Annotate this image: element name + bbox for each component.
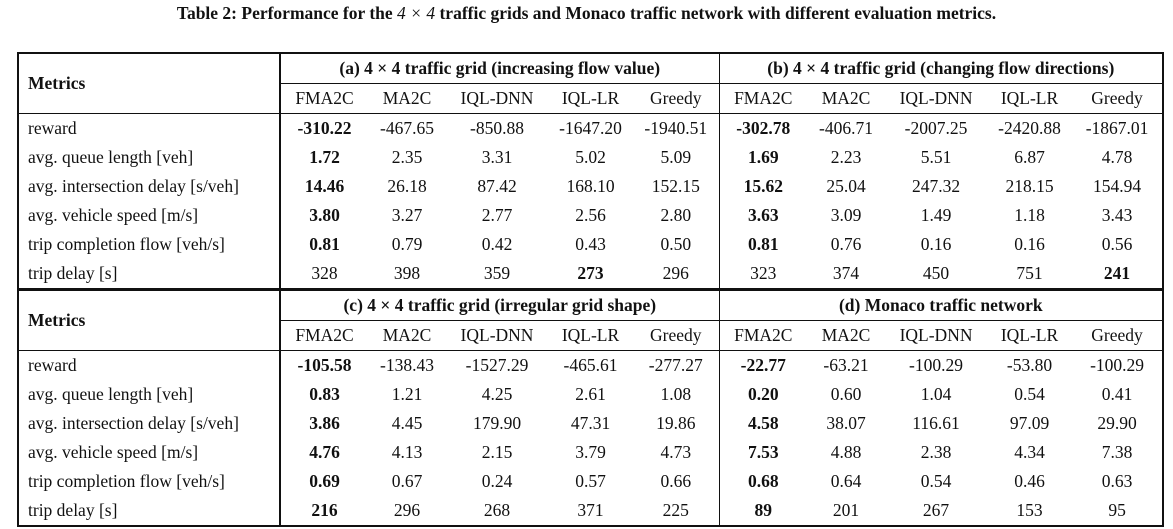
table-cell: 268 xyxy=(446,496,548,526)
table-cell: 374 xyxy=(807,259,885,289)
results-table-top xyxy=(17,52,1164,290)
table-row xyxy=(18,143,1163,172)
table-cell: 359 xyxy=(446,259,548,289)
caption-suffix: traffic grids and Monaco traffic network with different evaluation metrics. xyxy=(435,3,997,23)
table-cell: 0.57 xyxy=(575,471,606,491)
table-row xyxy=(18,259,1163,289)
metric-name: trip completion flow [veh/s] xyxy=(18,467,280,496)
table-cell: 26.18 xyxy=(387,176,427,196)
table-cell: 19.86 xyxy=(656,413,696,433)
table-cell: 296 xyxy=(633,259,719,289)
algorithm-header: FMA2C xyxy=(719,84,807,114)
table-cell: -277.27 xyxy=(633,351,719,381)
table-cell: 14.46 xyxy=(280,172,368,201)
algorithm-header: MA2C xyxy=(382,88,432,108)
table-cell: 0.46 xyxy=(1014,471,1045,491)
table-cell: 0.24 xyxy=(481,471,513,491)
algorithm-header: MA2C xyxy=(821,88,871,108)
table-cell: 0.69 xyxy=(280,467,368,496)
table-row xyxy=(18,409,1163,438)
table-cell: 97.09 xyxy=(1009,413,1050,433)
panel-header-row xyxy=(18,290,1163,321)
table-cell: 29.90 xyxy=(1072,409,1163,438)
table-cell: 2.35 xyxy=(391,147,423,167)
table-cell: 87.42 xyxy=(477,176,517,196)
algorithm-header: Greedy xyxy=(650,325,702,345)
panel-title-text: (c) 4 × 4 traffic grid (irregular grid shape) xyxy=(343,295,657,315)
table-cell: 7.53 xyxy=(719,438,807,467)
table-cell: 2.15 xyxy=(481,442,513,462)
table-cell: 0.66 xyxy=(660,471,692,491)
algorithm-header: MA2C xyxy=(382,325,432,345)
table-cell: 4.13 xyxy=(391,442,423,462)
table-cell: 2.80 xyxy=(660,205,692,225)
panel-title-text: (d) Monaco traffic network xyxy=(838,295,1043,315)
table-cell: 3.09 xyxy=(830,205,862,225)
table-cell: 116.61 xyxy=(912,413,960,433)
algorithm-header: MA2C xyxy=(821,325,871,345)
panel-title xyxy=(280,53,719,84)
algorithm-header: Greedy xyxy=(1072,84,1163,114)
table-cell: 5.09 xyxy=(660,147,692,167)
table-cell: 0.63 xyxy=(1072,467,1163,496)
table-cell: 6.87 xyxy=(1014,147,1045,167)
table-cell: -105.58 xyxy=(280,351,368,381)
table-row xyxy=(18,230,1163,259)
table-cell: -406.71 xyxy=(807,114,885,144)
algorithm-header: IQL-DNN xyxy=(899,325,973,345)
table-cell: 450 xyxy=(885,259,987,289)
table-cell: 47.31 xyxy=(570,413,611,433)
table-cell: 751 xyxy=(987,259,1072,289)
table-cell: 2.77 xyxy=(481,205,513,225)
table-cell: 225 xyxy=(633,496,719,526)
algorithm-header: FMA2C xyxy=(280,84,368,114)
table-cell: -63.21 xyxy=(807,351,885,381)
table-cell: 0.56 xyxy=(1072,230,1163,259)
table-cell: -302.78 xyxy=(719,114,807,144)
metric-name: avg. intersection delay [s/veh] xyxy=(18,409,280,438)
table-cell: -1527.29 xyxy=(446,351,548,381)
table-row xyxy=(18,380,1163,409)
table-cell: 1.21 xyxy=(391,384,423,404)
table-row xyxy=(18,438,1163,467)
table-cell: -467.65 xyxy=(368,114,446,144)
table-cell: -1940.51 xyxy=(633,114,719,144)
table-cell: 89 xyxy=(719,496,807,526)
table-cell: 247.32 xyxy=(911,176,961,196)
table-cell: 0.42 xyxy=(481,234,513,254)
table-cell: 241 xyxy=(1072,259,1163,289)
table-cell: 3.63 xyxy=(719,201,807,230)
table-cell: 0.16 xyxy=(920,234,952,254)
panel-title xyxy=(719,290,1163,321)
table-cell: 4.58 xyxy=(719,409,807,438)
metric-name: avg. vehicle speed [m/s] xyxy=(18,438,280,467)
algorithm-header: IQL-LR xyxy=(561,325,620,345)
table-cell: 2.61 xyxy=(575,384,606,404)
table-row xyxy=(18,172,1163,201)
table-cell: 15.62 xyxy=(719,172,807,201)
table-cell: 216 xyxy=(280,496,368,526)
algorithm-header: FMA2C xyxy=(280,321,368,351)
table-cell: 153 xyxy=(987,496,1072,526)
table-row xyxy=(18,467,1163,496)
panel-title xyxy=(719,53,1163,84)
metrics-header: Metrics xyxy=(18,290,280,351)
table-cell: 3.86 xyxy=(280,409,368,438)
table-cell: 3.79 xyxy=(575,442,606,462)
table-cell: 154.94 xyxy=(1072,172,1163,201)
algorithm-header: IQL-DNN xyxy=(460,88,534,108)
table-cell: 1.18 xyxy=(1014,205,1045,225)
table-cell: -100.29 xyxy=(885,351,987,381)
algorithm-header: IQL-LR xyxy=(1000,88,1059,108)
table-cell: 3.31 xyxy=(481,147,513,167)
table-cell: 4.25 xyxy=(481,384,513,404)
table-cell: 218.15 xyxy=(1005,176,1054,196)
table-cell: 0.50 xyxy=(660,234,692,254)
caption-grid-size: 4 × 4 xyxy=(397,3,436,23)
table-cell: 1.49 xyxy=(920,205,952,225)
table-cell: 3.27 xyxy=(391,205,423,225)
table-cell: 2.56 xyxy=(575,205,606,225)
panel-header-row xyxy=(18,53,1163,84)
table-cell: 1.08 xyxy=(660,384,692,404)
table-cell: 371 xyxy=(548,496,633,526)
table-cell: -2007.25 xyxy=(885,114,987,144)
metric-name: avg. vehicle speed [m/s] xyxy=(18,201,280,230)
table-cell: -850.88 xyxy=(446,114,548,144)
table-cell: 0.41 xyxy=(1072,380,1163,409)
table-cell: 1.69 xyxy=(719,143,807,172)
table-cell: 1.72 xyxy=(280,143,368,172)
table-cell: 0.81 xyxy=(719,230,807,259)
table-cell: 398 xyxy=(368,259,446,289)
table-cell: 2.38 xyxy=(920,442,952,462)
algorithm-header: IQL-DNN xyxy=(460,325,534,345)
table-row xyxy=(18,114,1163,144)
metric-name: avg. intersection delay [s/veh] xyxy=(18,172,280,201)
results-table-bottom xyxy=(17,289,1164,527)
metric-name: trip delay [s] xyxy=(18,496,280,526)
panel-title xyxy=(280,290,719,321)
table-cell: 0.67 xyxy=(391,471,423,491)
table-cell: 1.04 xyxy=(920,384,952,404)
panel-title-text: (b) 4 × 4 traffic grid (changing flow directions) xyxy=(767,58,1115,78)
table-cell: 3.80 xyxy=(280,201,368,230)
table-cell: 328 xyxy=(280,259,368,289)
table-cell: 4.73 xyxy=(660,442,692,462)
metric-name: trip delay [s] xyxy=(18,259,280,289)
algorithm-header: IQL-LR xyxy=(561,88,620,108)
table-cell: 5.51 xyxy=(920,147,952,167)
table-cell: 0.20 xyxy=(719,380,807,409)
table-cell: 201 xyxy=(807,496,885,526)
table-cell: 0.43 xyxy=(575,234,606,254)
table-cell: 0.16 xyxy=(1014,234,1045,254)
table-row xyxy=(18,201,1163,230)
metrics-header: Metrics xyxy=(18,53,280,114)
table-cell: -2420.88 xyxy=(987,114,1072,144)
metric-name: trip completion flow [veh/s] xyxy=(18,230,280,259)
metric-name: avg. queue length [veh] xyxy=(18,380,280,409)
table-cell: -100.29 xyxy=(1072,351,1163,381)
table-cell: 323 xyxy=(719,259,807,289)
table-cell: 0.68 xyxy=(719,467,807,496)
table-cell: 0.54 xyxy=(920,471,952,491)
table-cell: -53.80 xyxy=(987,351,1072,381)
table-cell: 4.45 xyxy=(391,413,423,433)
table-cell: -1647.20 xyxy=(548,114,633,144)
table-cell: 267 xyxy=(885,496,987,526)
table-cell: 0.64 xyxy=(830,471,862,491)
algorithm-header: Greedy xyxy=(1072,321,1163,351)
table-row xyxy=(18,351,1163,381)
algorithm-header: IQL-DNN xyxy=(899,88,973,108)
table-cell: 152.15 xyxy=(651,176,700,196)
table-cell: 0.83 xyxy=(280,380,368,409)
caption-prefix: Table 2: Performance for the xyxy=(176,3,398,23)
table-cell: 4.88 xyxy=(830,442,862,462)
algorithm-header: FMA2C xyxy=(719,321,807,351)
table-cell: 0.79 xyxy=(391,234,423,254)
table-cell: 38.07 xyxy=(826,413,866,433)
table-cell: -1867.01 xyxy=(1072,114,1163,144)
table-row xyxy=(18,496,1163,526)
table-cell: -22.77 xyxy=(719,351,807,381)
table-cell: -310.22 xyxy=(280,114,368,144)
table-cell: 273 xyxy=(548,259,633,289)
table-cell: -465.61 xyxy=(548,351,633,381)
table-cell: 0.54 xyxy=(1014,384,1045,404)
panel-title-text: (a) 4 × 4 traffic grid (increasing flow value) xyxy=(339,58,661,78)
table-cell: 4.78 xyxy=(1072,143,1163,172)
table-cell: 0.76 xyxy=(830,234,862,254)
table-cell: 4.34 xyxy=(1014,442,1045,462)
metric-name: reward xyxy=(18,114,280,144)
algorithm-header: Greedy xyxy=(650,88,702,108)
metric-name: reward xyxy=(18,351,280,381)
table-cell: 95 xyxy=(1072,496,1163,526)
table-cell: 0.60 xyxy=(830,384,862,404)
table-cell: 3.43 xyxy=(1072,201,1163,230)
table-cell: 168.10 xyxy=(566,176,615,196)
table-cell: 296 xyxy=(368,496,446,526)
table-cell: 0.81 xyxy=(280,230,368,259)
algorithm-header: IQL-LR xyxy=(1000,325,1059,345)
table-cell: 179.90 xyxy=(472,413,522,433)
table-cell: 25.04 xyxy=(826,176,866,196)
table-cell: 7.38 xyxy=(1072,438,1163,467)
table-cell: 2.23 xyxy=(830,147,862,167)
table-cell: -138.43 xyxy=(368,351,446,381)
table-caption xyxy=(0,3,1173,24)
table-cell: 4.76 xyxy=(280,438,368,467)
metric-name: avg. queue length [veh] xyxy=(18,143,280,172)
table-cell: 5.02 xyxy=(575,147,606,167)
